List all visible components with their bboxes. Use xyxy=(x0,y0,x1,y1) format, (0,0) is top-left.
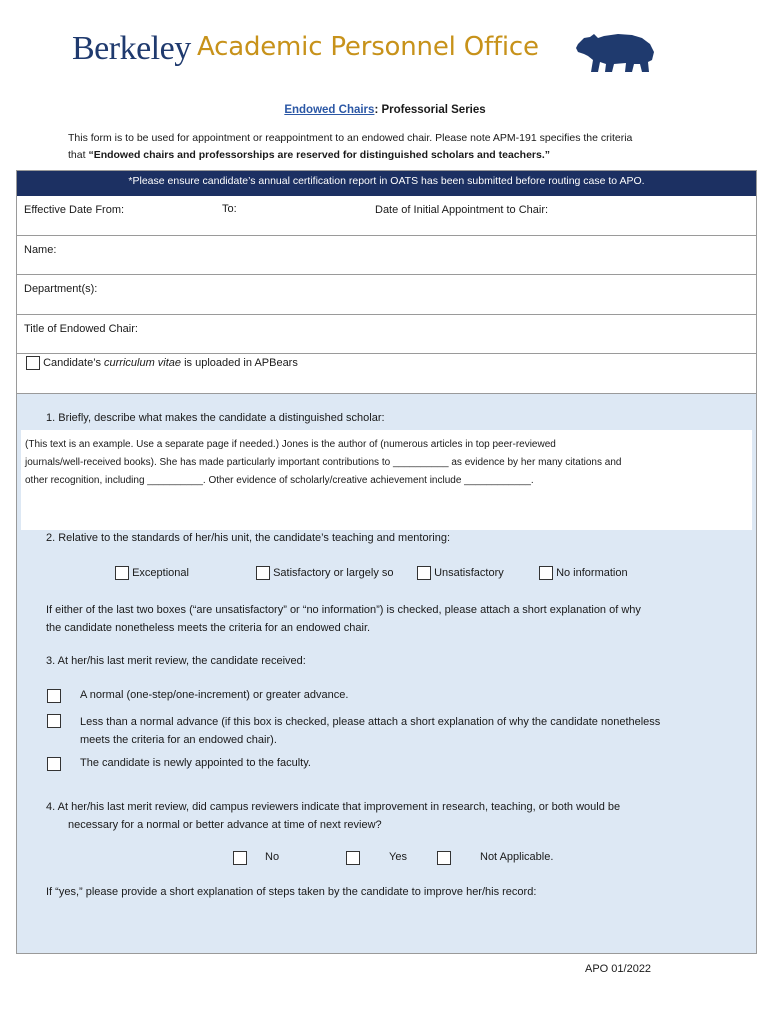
q4-no-label: No xyxy=(265,851,280,863)
newly-appointed-checkbox[interactable] xyxy=(47,757,61,771)
intro-text xyxy=(68,130,718,164)
question-1-label: 1. Briefly, describe what makes the candidate a distinguished scholar: xyxy=(46,412,385,424)
question-4-label xyxy=(46,798,620,834)
question-2-label: 2. Relative to the standards of her/his unit, the candidate’s teaching and mentoring: xyxy=(46,532,450,544)
to-date-label: To: xyxy=(222,203,237,215)
satisfactory-label: Satisfactory or largely so xyxy=(273,566,394,579)
exceptional-label: Exceptional xyxy=(132,566,189,579)
intro-quote: “Endowed chairs and professorships are reserved for distinguished scholars and teachers.” xyxy=(88,149,550,161)
chair-title-label: Title of Endowed Chair: xyxy=(24,323,138,335)
example-line-3: other recognition, including __________. Other evidence of scholarly/creative achievement include ____________. xyxy=(25,475,534,486)
q2-note-line-1: If either of the last two boxes (“are unsatisfactory” or “no information”) is checked, please attach a short explanation of why xyxy=(46,604,641,616)
endowed-chairs-link[interactable]: Endowed Chairs xyxy=(284,104,375,116)
cv-checkbox-group xyxy=(26,356,298,370)
q4-line-1: 4. At her/his last merit review, did campus reviewers indicate that improvement in research, teaching, or both would be xyxy=(46,801,621,813)
cv-label xyxy=(43,357,298,369)
office-name: Academic Personnel Office xyxy=(197,32,539,62)
newly-appointed-label: The candidate is newly appointed to the faculty. xyxy=(80,757,311,769)
no-information-label: No information xyxy=(556,566,628,579)
cv-suffix: is uploaded in APBears xyxy=(181,356,298,369)
example-line-1: (This text is an example. Use a separate page if needed.) Jones is the author of (numerous articles in top peer-reviewed xyxy=(25,439,556,450)
less-than-normal-checkbox[interactable] xyxy=(47,714,61,728)
less-than-normal-line-1: Less than a normal advance (if this box is checked, please attach a short explanation of why the candidate nonetheless xyxy=(80,716,661,728)
q4-line-2: necessary for a normal or better advance at time of next review? xyxy=(68,819,382,831)
option-satisfactory xyxy=(256,566,394,580)
chair-title-row[interactable] xyxy=(17,315,756,354)
q4-followup: If “yes,” please provide a short explanation of steps taken by the candidate to improve her/his record: xyxy=(46,886,537,898)
normal-advance-label: A normal (one-step/one-increment) or greater advance. xyxy=(80,689,349,701)
example-line-2: journals/well-received books). She has made particularly important contributions to __________ as evidence by her many citations and xyxy=(25,457,622,468)
less-than-normal-line-2: meets the criteria for an endowed chair). xyxy=(80,734,277,746)
q4-no-checkbox[interactable] xyxy=(233,851,247,865)
unsatisfactory-checkbox[interactable] xyxy=(417,566,431,580)
intro-line-1: This form is to be used for appointment or reappointment to an endowed chair. Please note APM-191 specifies the criteria xyxy=(68,132,633,144)
satisfactory-checkbox[interactable] xyxy=(256,566,270,580)
question-3-label: 3. At her/his last merit review, the candidate received: xyxy=(46,655,306,667)
less-than-normal-label xyxy=(80,713,660,749)
option-exceptional xyxy=(115,566,189,580)
intro-line-2 xyxy=(68,147,718,164)
question-2-note xyxy=(46,601,641,637)
option-unsatisfactory xyxy=(417,566,504,580)
option-no-information xyxy=(539,566,628,580)
q2-note-line-2: the candidate nonetheless meets the criteria for an endowed chair. xyxy=(46,622,371,634)
q4-yes-checkbox[interactable] xyxy=(346,851,360,865)
department-row[interactable] xyxy=(17,275,756,315)
form-version: APO 01/2022 xyxy=(585,963,652,975)
cv-prefix: Candidate’s xyxy=(43,356,105,369)
exceptional-checkbox[interactable] xyxy=(115,566,129,580)
q4-yes-label: Yes xyxy=(389,851,407,863)
normal-advance-checkbox[interactable] xyxy=(47,689,61,703)
no-information-checkbox[interactable] xyxy=(539,566,553,580)
bear-icon xyxy=(574,30,656,76)
effective-date-label: Effective Date From: xyxy=(24,204,125,216)
initial-appointment-label: Date of Initial Appointment to Chair: xyxy=(375,204,549,216)
berkeley-wordmark: Berkeley xyxy=(72,30,191,67)
form-title-rest: : Professorial Series xyxy=(374,104,486,116)
department-label: Department(s): xyxy=(24,283,98,295)
name-label: Name: xyxy=(24,244,57,256)
cv-checkbox[interactable] xyxy=(26,356,40,370)
q4-na-label: Not Applicable. xyxy=(480,851,554,863)
oats-banner: *Please ensure candidate’s annual certification report in OATS has been submitted before routing case to APO. xyxy=(17,171,756,196)
question-1-answer[interactable] xyxy=(21,430,752,530)
form-title xyxy=(0,104,770,116)
dates-row xyxy=(17,196,756,236)
cv-row xyxy=(17,354,756,394)
unsatisfactory-label: Unsatisfactory xyxy=(434,566,504,579)
cv-italic: curriculum vitae xyxy=(104,356,182,369)
q4-na-checkbox[interactable] xyxy=(437,851,451,865)
name-row[interactable] xyxy=(17,236,756,275)
intro-line-2-prefix: that xyxy=(68,149,89,161)
